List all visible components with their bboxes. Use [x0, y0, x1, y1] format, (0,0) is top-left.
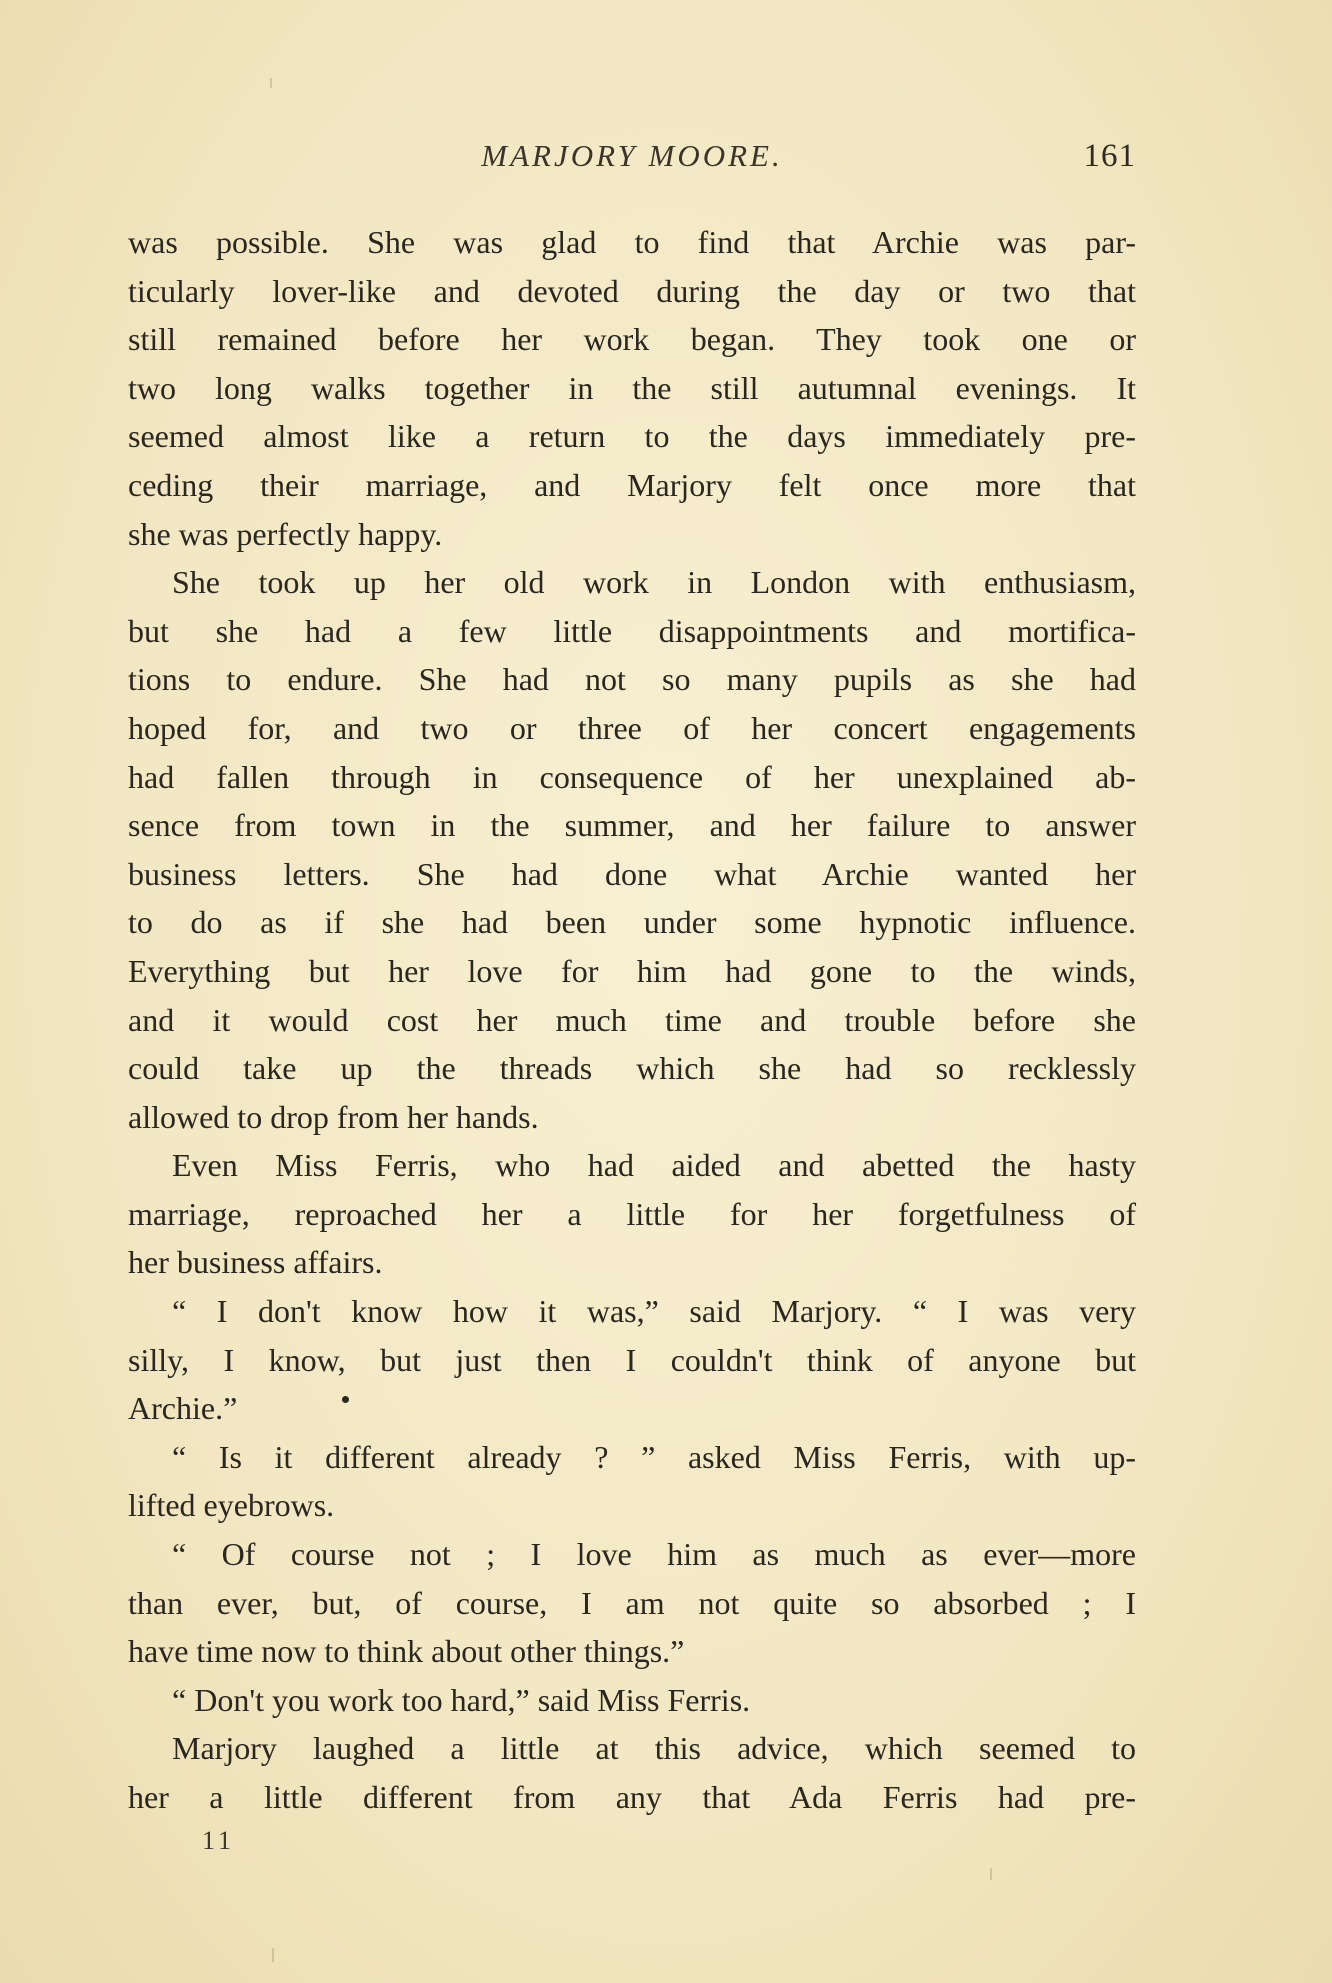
text-line: lifted eyebrows. [128, 1487, 335, 1524]
paper-speck [272, 1948, 274, 1962]
text-line: had fallen through in consequence of her unexplained ab- [128, 758, 1136, 795]
text-line: than ever, but, of course, I am not quite so absorbed ; I [128, 1584, 1136, 1621]
text-line: She took up her old work in London with enthusiasm, [172, 564, 1136, 601]
running-head: MARJORY MOORE. [481, 138, 783, 173]
text-line: “ Don't you work too hard,” said Miss Ferris. [172, 1681, 751, 1718]
text-line: to do as if she had been under some hypnotic influence. [128, 904, 1136, 941]
text-line: allowed to drop from her hands. [128, 1098, 539, 1135]
paper-speck [270, 78, 272, 88]
text-line: “ Is it different already ? ” asked Miss Ferris, with up- [172, 1438, 1136, 1475]
text-line: was possible. She was glad to find that Archie was par- [128, 224, 1136, 260]
text-line: and it would cost her much time and trouble before she [128, 1001, 1136, 1038]
text-line: still remained before her work began. They took one or [128, 321, 1136, 358]
text-line: her a little different from any that Ada Ferris had pre- [128, 1779, 1136, 1815]
text-line: Archie.” [128, 1390, 238, 1427]
text-line: “ Of course not ; I love him as much as ever—more [172, 1536, 1136, 1573]
text-line: her business affairs. [128, 1244, 383, 1281]
text-line: have time now to think about other things.” [128, 1633, 685, 1670]
text-line: Marjory laughed a little at this advice, which seemed to [172, 1730, 1136, 1767]
text-line: she was perfectly happy. [128, 515, 443, 552]
text-line: Everything but her love for him had gone to the winds, [128, 952, 1136, 989]
text-line: hoped for, and two or three of her concert engagements [128, 709, 1136, 746]
text-line: silly, I know, but just then I couldn't think of anyone but [128, 1341, 1136, 1378]
text-line: “ I don't know how it was,” said Marjory. “ I was very [172, 1293, 1136, 1330]
body-text [128, 218, 1136, 1822]
signature-mark: 11 [202, 1826, 236, 1855]
text-line: ticularly lover-like and devoted during the day or two that [128, 272, 1136, 309]
page-header [128, 138, 1136, 188]
text-line: ceding their marriage, and Marjory felt once more that [128, 466, 1136, 503]
text-line: sence from town in the summer, and her failure to answer [128, 807, 1136, 844]
text-line: business letters. She had done what Archie wanted her [128, 855, 1136, 892]
printed-dot [342, 1396, 349, 1403]
text-line: marriage, reproached her a little for her forgetfulness of [128, 1195, 1136, 1232]
page-number: 161 [1083, 138, 1136, 174]
text-line: could take up the threads which she had so recklessly [128, 1050, 1136, 1087]
paper-speck [990, 1868, 992, 1880]
text-line: seemed almost like a return to the days immediately pre- [128, 418, 1136, 455]
text-line: two long walks together in the still autumnal evenings. It [128, 369, 1136, 406]
text-line: Even Miss Ferris, who had aided and abetted the hasty [172, 1147, 1136, 1184]
text-line: but she had a few little disappointments and mortifica- [128, 612, 1136, 649]
text-line: tions to endure. She had not so many pupils as she had [128, 661, 1136, 698]
